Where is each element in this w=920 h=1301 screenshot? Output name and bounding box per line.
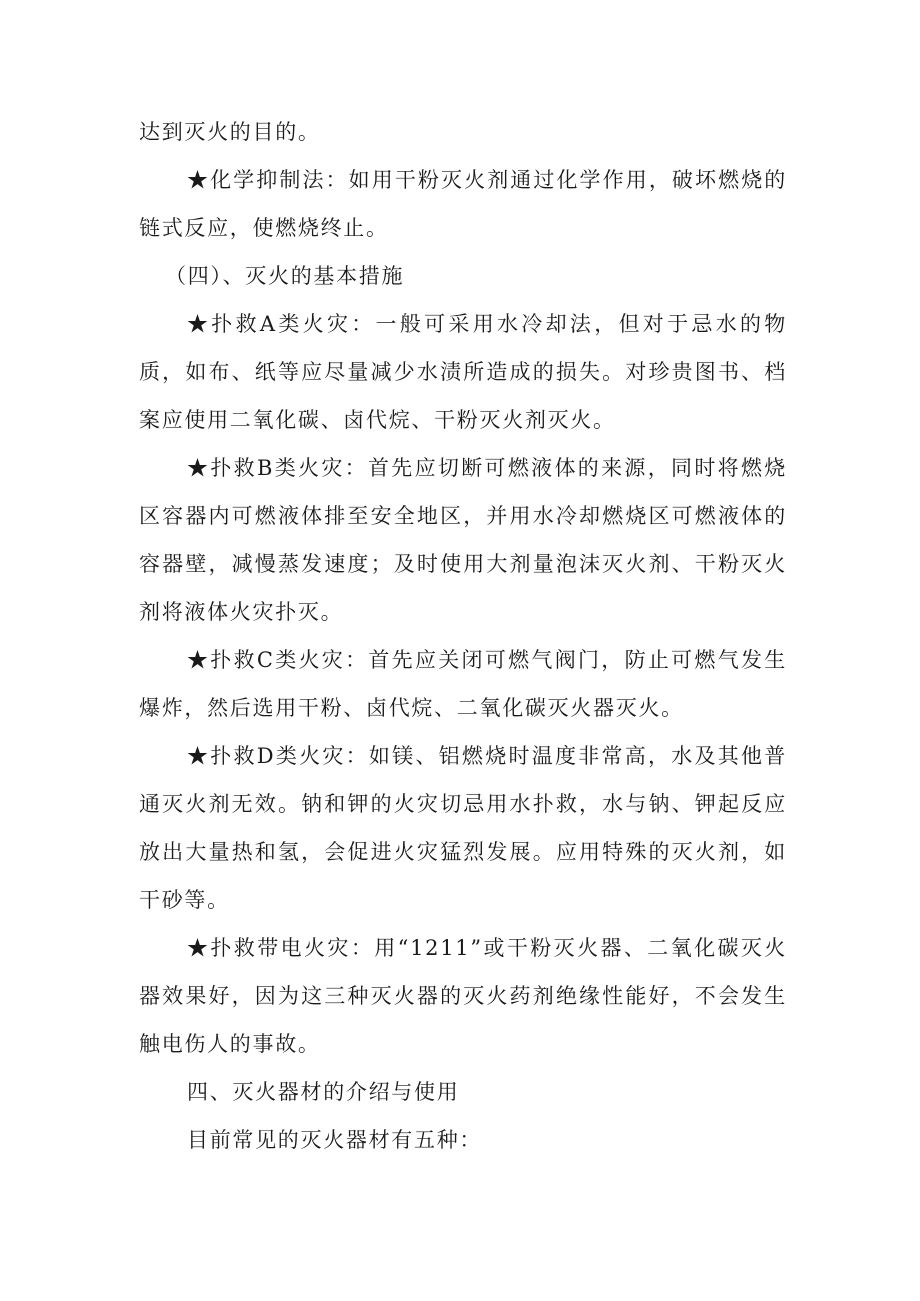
paragraph-class-b-fire: ★扑救B类火灾：首先应切断可燃液体的来源，同时将燃烧区容器内可燃液体排至安全地区，并用水冷却燃烧区可燃液体的容器壁，减慢蒸发速度；及时使用大剂量泡沫灭火剂、干粉灭火剂将液体火灾扑灭。	[139, 456, 787, 624]
paragraph-class-a-fire: ★扑救A类火灾：一般可采用水冷却法，但对于忌水的物质，如布、纸等应尽量减少水渍所造成的损失。对珍贵图书、档案应使用二氧化碳、卤代烷、干粉灭火剂灭火。	[139, 312, 787, 432]
paragraph-chemical-suppression: ★化学抑制法：如用干粉灭火剂通过化学作用，破坏燃烧的链式反应，使燃烧终止。	[139, 168, 787, 240]
paragraph-continuation: 达到灭火的目的。	[139, 120, 321, 144]
section-heading-equipment: 四、灭火器材的介绍与使用	[187, 1080, 460, 1104]
paragraph-electrical-fire: ★扑救带电火灾：用“1211”或干粉灭火器、二氧化碳灭火器效果好，因为这三种灭火器的灭火药剂绝缘性能好，不会发生触电伤人的事故。	[139, 936, 787, 1056]
paragraph-class-c-fire: ★扑救C类火灾：首先应关闭可燃气阀门，防止可燃气发生爆炸，然后选用干粉、卤代烷、二氧化碳灭火器灭火。	[139, 648, 787, 720]
paragraph-equipment-intro: 目前常见的灭火器材有五种：	[187, 1128, 483, 1152]
paragraph-class-d-fire: ★扑救D类火灾：如镁、铝燃烧时温度非常高，水及其他普通灭火剂无效。钠和钾的火灾切忌用水扑救，水与钠、钾起反应放出大量热和氢，会促进火灾猛烈发展。应用特殊的灭火剂，如干砂等。	[139, 744, 787, 912]
section-heading-basic-measures: （四）、灭火的基本措施	[165, 264, 405, 288]
document-body	[139, 108, 787, 1164]
